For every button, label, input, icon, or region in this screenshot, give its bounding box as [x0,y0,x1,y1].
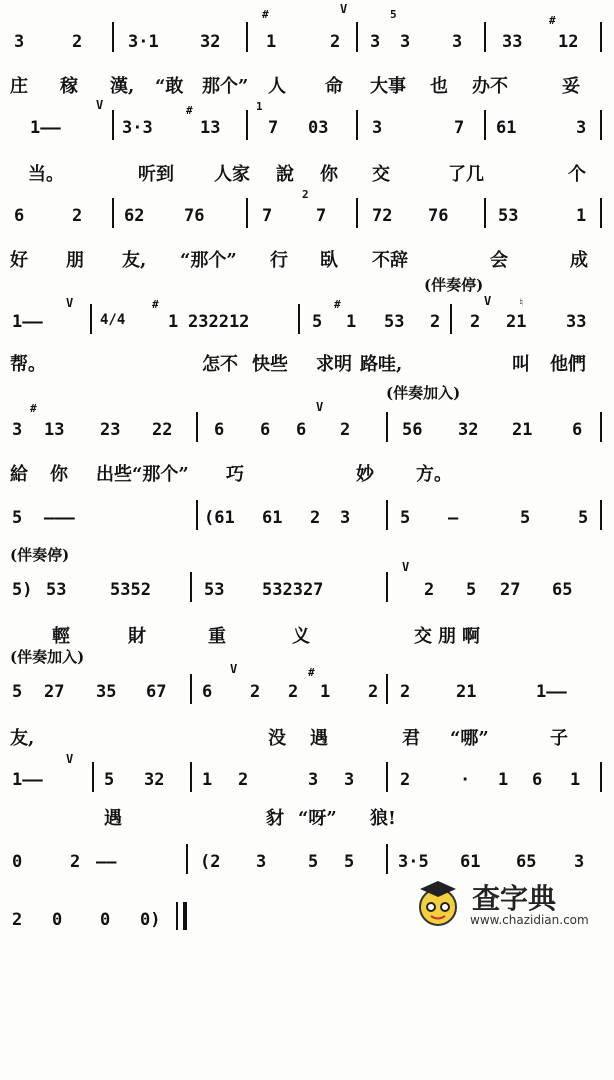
bar-line [600,110,602,140]
note: 35 [96,682,117,702]
bar-line [298,304,300,334]
note: 32 [458,420,479,440]
note: 1 [346,312,357,332]
bar-line [600,500,602,530]
breath-mark: V [484,294,492,308]
lyric-word: 朋 [66,250,84,271]
note: 2 [72,206,83,226]
lyric-word: 行 [270,250,288,271]
sharp-mark: # [549,14,556,27]
note: 76 [428,206,449,226]
notation-line-10 [0,840,614,880]
lyric-word: 成 [570,250,588,271]
lyric-word: 好 [10,250,28,271]
note: 2 [330,32,341,52]
lyric-word: “呀” [298,808,337,829]
grace-note: 2 [302,188,309,201]
note: 3 [308,770,319,790]
bar-line [112,198,114,228]
bar-line [196,500,198,530]
lyric-word: 說 [276,164,294,185]
lyric-word: 办不 [472,76,508,97]
bar-line [484,22,486,52]
note: 3 [256,852,267,872]
lyric-word: 出些“那个” [96,464,189,485]
note: 5) [12,580,33,600]
note: 2 [400,682,411,702]
note: 0 [100,910,111,930]
note: 2 [310,508,321,528]
notation-line-5 [0,408,614,448]
note: 5 [578,508,589,528]
lyric-word: 豺 [266,808,284,829]
notation-line-2 [0,106,614,146]
lyric-word: 帮。 [10,354,46,375]
bar-line [356,110,358,140]
note: 53 [204,580,225,600]
note: 12 [558,32,579,52]
note: 6 [202,682,213,702]
bar-line [190,572,192,602]
sharp-mark: # [262,8,269,21]
grace-note: 1 [256,100,263,113]
note: 2 [368,682,379,702]
note: 2 [288,682,299,702]
note: 61 [496,118,517,138]
lyric-word: 輕 [52,626,70,647]
note: 6 [572,420,583,440]
note: 7 [454,118,465,138]
note: 72 [372,206,393,226]
lyric-line-2 [0,160,614,188]
note: 1 [576,206,587,226]
breath-mark: V [96,98,104,112]
lyric-word: 你 [50,464,68,485]
note: 3 [400,32,411,52]
note: 0 [12,852,23,872]
note: 6 [532,770,543,790]
note: 6 [260,420,271,440]
note: 3 [14,32,25,52]
note: 3 [12,420,23,440]
lyric-word: 方。 [416,464,452,485]
lyric-word: 你 [320,164,338,185]
note: 23 [100,420,121,440]
lyric-word: 巧 [226,464,244,485]
lyric-word: 也 [430,76,448,97]
lyric-word: 交 [414,626,432,647]
notation-line-8 [0,670,614,710]
lyric-word: 遇 [310,728,328,749]
breath-mark: V [66,752,74,766]
note: 33 [566,312,587,332]
lyric-word: 稼 [60,76,78,97]
lyric-word: 啊 [462,626,480,647]
lyric-line-5 [0,460,614,488]
bar-line [600,198,602,228]
note: 2 [72,32,83,52]
note: 5 [520,508,531,528]
note: 3 [344,770,355,790]
accompaniment-stop-annotation: (伴奏停) [424,276,484,294]
note: 3 [370,32,381,52]
note: 6 [296,420,307,440]
bar-line [92,762,94,792]
lyric-word: 命 [325,76,343,97]
note: 21 [456,682,477,702]
note: 1—— [30,118,61,138]
lyric-word: 义 [292,626,310,647]
note: 2 [238,770,249,790]
bar-line [600,412,602,442]
accompaniment-add-annotation: (伴奏加入) [386,384,461,402]
lyric-word: 子 [550,728,568,749]
bar-line [246,198,248,228]
lyric-word: 人 [268,76,286,97]
bar-line [90,304,92,334]
lyric-word: 当。 [28,164,64,185]
note: 2 [430,312,441,332]
note: 5 [466,580,477,600]
note: 1 [202,770,213,790]
time-signature: 4/4 [100,312,126,328]
note: 5 [312,312,323,332]
bar-line [386,572,388,602]
note: 5 [12,682,23,702]
bar-line [356,198,358,228]
lyric-line-3 [0,246,614,274]
note: 21 [506,312,527,332]
bar-line [112,110,114,140]
note: 65 [552,580,573,600]
note: 232212 [188,312,250,332]
note: 6 [14,206,25,226]
lyric-word: 重 [208,626,226,647]
note: 0) [140,910,161,930]
lyric-line-8 [0,724,614,752]
lyric-line-9 [0,804,614,832]
note: 5352 [110,580,151,600]
note: 1—— [536,682,567,702]
bar-line [600,762,602,792]
note: 22 [152,420,173,440]
accompaniment-add-annotation: (伴奏加入) [10,648,85,666]
note: 2 [400,770,411,790]
lyric-word: 朋 [438,626,456,647]
note: ——— [44,508,75,528]
note: (61 [204,508,235,528]
lyric-word: 給 [10,464,28,485]
note: 3 [372,118,383,138]
note: (2 [200,852,221,872]
breath-mark: V [316,400,324,414]
note: 3·5 [398,852,429,872]
note: 3 [574,852,585,872]
bar-line [450,304,452,334]
note: 1—— [12,312,43,332]
lyric-word: 个 [568,164,586,185]
lyric-word: 妙 [356,464,374,485]
note: 6 [214,420,225,440]
note: 5 [104,770,115,790]
note: 33 [502,32,523,52]
note: 7 [268,118,279,138]
note: 2 [70,852,81,872]
breath-mark: V [340,2,348,16]
lyric-line-1 [0,72,614,100]
accompaniment-stop-annotation: (伴奏停) [10,546,70,564]
lyric-word: 友, [10,728,35,749]
lyric-word: 会 [490,250,508,271]
chazidian-logo-icon [410,875,466,931]
lyric-word: 求明 [316,354,352,375]
note: 67 [146,682,167,702]
lyric-word: 快些 [252,354,288,375]
bar-line [386,500,388,530]
note: 5 [344,852,355,872]
watermark-name: 查字典 [472,882,557,915]
note: 3 [340,508,351,528]
grace-note: 5 [390,8,397,21]
note: 1 [266,32,277,52]
note: 532327 [262,580,324,600]
lyric-word: 友, [122,250,147,271]
note: 5 [400,508,411,528]
lyric-word: 財 [128,626,146,647]
note: 3 [576,118,587,138]
lyric-word: 狼! [370,808,396,829]
note: — [448,508,459,528]
sharp-mark: # [334,298,341,311]
final-bar-line-thick [183,902,187,930]
sharp-mark: # [152,298,159,311]
lyric-word: 那个” [202,76,249,97]
lyric-word: 庄 [10,76,28,97]
note: 03 [308,118,329,138]
watermark-url: www.chazidian.com [470,913,589,927]
notation-line-6 [0,496,614,536]
note: 5 [12,508,23,528]
bar-line [386,844,388,874]
note: 32 [144,770,165,790]
bar-line [196,412,198,442]
note: 2 [424,580,435,600]
note: —— [96,852,117,872]
final-bar-line [176,902,178,930]
lyric-word: 人家 [214,164,250,185]
lyric-word: 臥 [320,250,338,271]
chazidian-watermark [410,875,610,933]
lyric-word: 叫 [512,354,530,375]
note: 3 [452,32,463,52]
note: 2 [340,420,351,440]
sharp-mark: # [186,104,193,117]
bar-line [186,844,188,874]
lyric-word: 交 [372,164,390,185]
sharp-mark: # [308,666,315,679]
bar-line [112,22,114,52]
lyric-word: “哪” [450,728,489,749]
note: 0 [52,910,63,930]
lyric-word: 怎不 [202,354,238,375]
note: 7 [262,206,273,226]
note: 3·1 [128,32,159,52]
note: 2 [470,312,481,332]
lyric-word: 了几 [448,164,484,185]
bar-line [600,22,602,52]
breath-mark: V [402,560,410,574]
note: 53 [46,580,67,600]
lyric-word: 遇 [104,808,122,829]
notation-line-7 [0,568,614,608]
bar-line [484,198,486,228]
note: 2 [12,910,23,930]
bar-line [484,110,486,140]
note: 3·3 [122,118,153,138]
note: 1 [168,312,179,332]
note: 1 [498,770,509,790]
bar-line [190,674,192,704]
bar-line [386,674,388,704]
lyric-word: 他們 [550,354,586,375]
bar-line [190,762,192,792]
bar-line [356,22,358,52]
lyric-word: 漢, [110,76,135,97]
note: 62 [124,206,145,226]
note: 53 [384,312,405,332]
note: 65 [516,852,537,872]
note: 2 [250,682,261,702]
note: 61 [460,852,481,872]
note: 61 [262,508,283,528]
lyric-word: “敢 [155,76,184,97]
note: 1 [570,770,581,790]
sharp-mark: # [30,402,37,415]
natural-mark: ♮ [518,296,525,309]
note: 27 [500,580,521,600]
note: 27 [44,682,65,702]
breath-mark: V [230,662,238,676]
lyric-word: 不辞 [372,250,408,271]
notation-line-1 [0,20,614,60]
note: 21 [512,420,533,440]
lyric-line-4 [0,350,614,378]
note: 7 [316,206,327,226]
bar-line [386,412,388,442]
note: 13 [44,420,65,440]
lyric-line-7 [0,622,614,650]
breath-mark: V [66,296,74,310]
bar-line [386,762,388,792]
note: 53 [498,206,519,226]
bar-line [246,110,248,140]
note: 5 [308,852,319,872]
lyric-word: 君 [402,728,420,749]
lyric-word: 没 [268,728,286,749]
lyric-word: “那个” [180,250,237,271]
note: 1 [320,682,331,702]
lyric-word: 大事 [370,76,406,97]
note: 13 [200,118,221,138]
lyric-word: 妥 [562,76,580,97]
note: 56 [402,420,423,440]
note: 76 [184,206,205,226]
note: 32 [200,32,221,52]
lyric-word: 听到 [138,164,174,185]
note: · [460,770,471,790]
lyric-word: 路哇, [360,354,403,375]
bar-line [246,22,248,52]
note: 1—— [12,770,43,790]
